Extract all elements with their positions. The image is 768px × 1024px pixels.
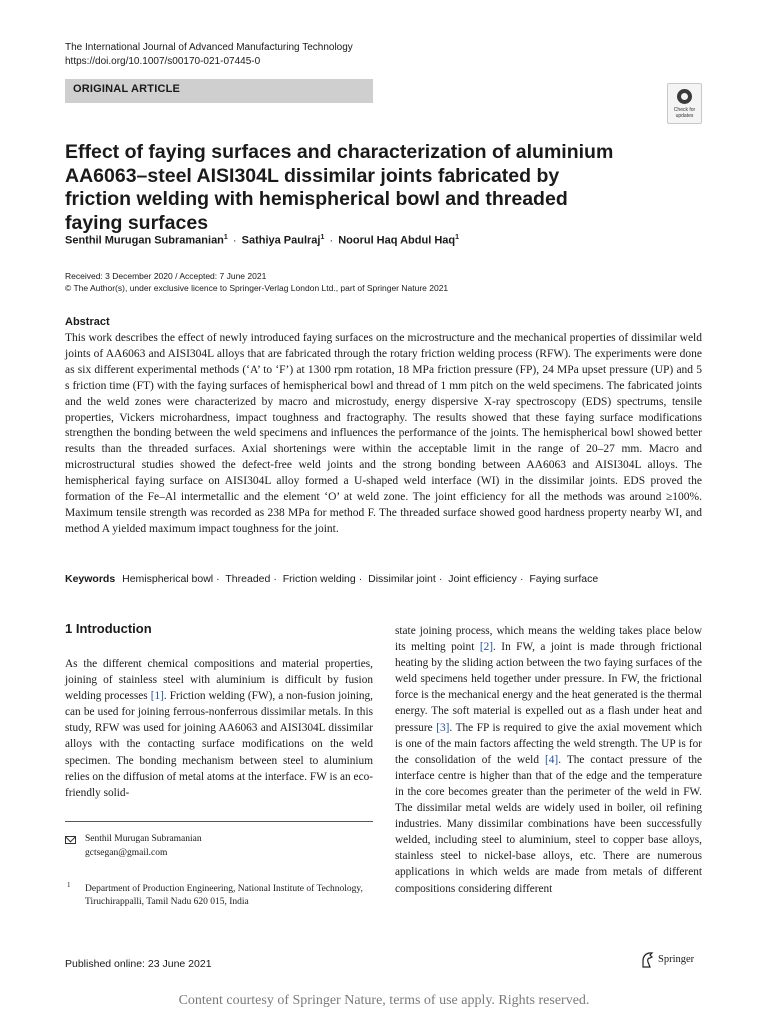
keyword-separator: ·: [438, 573, 443, 585]
keyword-item: Faying surface: [529, 573, 599, 585]
citation-link[interactable]: [3]: [436, 721, 450, 734]
citation-link[interactable]: [1]: [150, 690, 164, 703]
author-affiliation-marker: 1: [223, 234, 228, 241]
published-online-date: Published online: 23 June 2021: [65, 958, 212, 970]
keyword-separator: ·: [216, 573, 220, 585]
introduction-paragraph-left: [65, 656, 373, 801]
body-text: . The contact pressure of the interface centre is higher than that of the edge and the temperature in the core becomes greater than the perimeter of the weld in FW. The dissimilar metal welds are widely used in boiler, oil refining industries. Many dissimilar combinations have been successfully welded, including steel to aluminium, steel to copper base alloys, stainless steel to nickel-base alloys, etc. There are numerous applications in which welds are made from metals of different compositions considering different: [395, 753, 702, 895]
keyword-item: Dissimilar joint: [368, 573, 436, 585]
citation-link[interactable]: [2]: [479, 641, 494, 654]
body-text: As the different chemical compositions and material properties, joining of stainless steel with aluminium is difficult by fusion welding processes: [65, 658, 373, 703]
abstract-heading: Abstract: [65, 316, 110, 328]
keyword-separator: ·: [273, 573, 277, 585]
article-type-label: ORIGINAL ARTICLE: [73, 83, 181, 95]
introduction-paragraph-right: [395, 623, 702, 897]
keyword-item: Friction welding: [282, 573, 356, 585]
keyword-item: Threaded: [225, 573, 271, 585]
corresponding-author-name: Senthil Murugan Subramanian: [85, 834, 202, 844]
body-text: . In FW, a joint is made through frictional heating by the sliding action between the two faying surfaces of the weld specimens held together under pressure. In FW, the frictional force is the mechanical energy and the heat generated is the thermal energy. The soft material is expelled out as a flash under heat and pressure: [395, 641, 702, 734]
body-text: state joining process, which means the welding takes place below its melting point: [395, 625, 702, 654]
author-name[interactable]: Sathiya Paulraj: [241, 234, 321, 247]
author-separator: ·: [329, 234, 334, 247]
envelope-icon: [65, 836, 76, 844]
abstract-text: This work describes the effect of newly introduced faying surfaces on the microstructure and the mechanical properties of dissimilar weld joints of AA6063 and AISI304L alloys that are fabricated through the rotary friction welding process (RFW). The experiments were done as six different experimental methods (‘A’ to ‘F’) at 1300 rpm rotation, 18 MPa friction pressure (FP), 24 MPa upset pressure (UP) and 5 s friction time (FT) with the faying surfaces of hemispherical bowl and thread of 1 mm pitch on the weld specimens. The fabricated joints and the weld zones were characterized by macro and microstudy, energy dispersive X-ray spectroscopy (EDS) spectrums, tensile properties, Vickers microhardness, impact toughness and fractography. The results showed that these faying surface modifications strengthen the bonding between the weld specimens and influences the performance of the joints. The hemispherical bowl showed better results than the threaded surfaces. Axial shortenings were within the acceptable limit in the range of 20–27 mm. Macro and microstructural studies showed the defect-free weld joints and the strong bonding between AA6063 and AISI304L alloys. The hemispherical faying surface on AISI304L alloy formed a U-shaped weld interface (WI) in the dissimilar joints. EDS proved the formation of the Fe–Al intermetallic and the element ‘O’ at weld zone. The joint efficiency for all the methods was around ≥100%. Maximum tensile strength was recorded as 238 MPa for method F. The threaded surface showed good hardness property nearby WI, and method A yielded maximum impact toughness for the joint.: [65, 332, 702, 535]
check-updates-icon: [677, 89, 692, 104]
affiliation-text: Department of Production Engineering, National Institute of Technology, Tiruchirappalli, Tamil Nadu 620 015, India: [85, 884, 363, 907]
doi-link[interactable]: https://doi.org/10.1007/s00170-021-07445-0: [65, 56, 261, 67]
author-list: [65, 231, 459, 248]
citation-link[interactable]: [4]: [545, 753, 559, 766]
footnote-divider: [65, 821, 373, 822]
received-accepted-dates: Received: 3 December 2020 / Accepted: 7 June 2021: [65, 271, 267, 281]
article-title: Effect of faying surfaces and characterization of aluminium AA6063–steel AISI304L dissimilar joints fabricated by friction welding with hemispherical bowl and threaded faying surfaces: [65, 141, 614, 234]
keyword-item: Joint efficiency: [448, 573, 517, 585]
article-type-bar: [65, 79, 373, 103]
author-name[interactable]: Senthil Murugan Subramanian: [65, 234, 224, 247]
keywords-heading: Keywords: [65, 573, 116, 585]
body-text: . The FP is required to give the axial movement which is one of the main factors affecting the weld strength. The UP is for the consolidation of the weld: [395, 721, 703, 766]
author-name[interactable]: Noorul Haq Abdul Haq: [338, 234, 456, 247]
check-for-updates-badge[interactable]: [667, 83, 702, 124]
section-heading-introduction: 1 Introduction: [65, 621, 152, 636]
keyword-separator: ·: [358, 573, 363, 585]
copyright-notice: © The Author(s), under exclusive licence to Springer-Verlag London Ltd., part of Springer Nature 2021: [65, 283, 449, 293]
journal-name: The International Journal of Advanced Manufacturing Technology: [65, 42, 353, 53]
keywords-line: [65, 572, 702, 586]
springer-horse-icon: [640, 952, 654, 968]
courtesy-notice: Content courtesy of Springer Nature, terms of use apply. Rights reserved.: [178, 993, 590, 1008]
check-updates-label: Check for updates: [673, 107, 696, 119]
author-affiliation-marker: 1: [320, 234, 325, 241]
publisher-name: Springer: [658, 954, 695, 965]
corresponding-author-email[interactable]: gctsegan@gmail.com: [85, 848, 168, 858]
author-affiliation-marker: 1: [455, 234, 460, 241]
body-text: . Friction welding (FW), a non-fusion joining, can be used for joining ferrous-nonferrous dissimilar metals. In this study, RFW was used for joining AA6063 and AISI304L dissimilar alloys with the contacting surface modifications on the weld specimen. The bonding mechanism between steel to aluminium relies on the diffusion of metal atoms at the interface. FW is an eco-friendly solid-: [65, 690, 373, 799]
author-separator: ·: [232, 234, 237, 247]
keyword-item: Hemispherical bowl: [122, 573, 214, 585]
keyword-separator: ·: [519, 573, 524, 585]
affiliation-number: 1: [67, 881, 71, 889]
